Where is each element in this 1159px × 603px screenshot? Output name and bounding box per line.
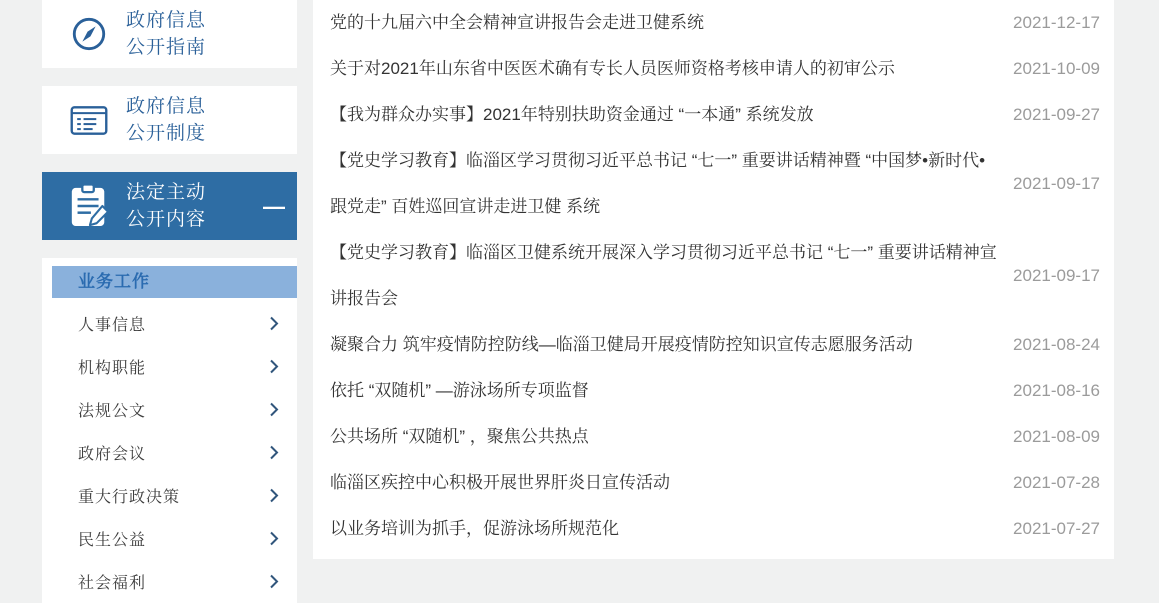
- news-list-item[interactable]: [330, 138, 1100, 230]
- news-title-link[interactable]: 关于对2021年山东省中医医术确有专长人员医师资格考核申请人的初审公示: [330, 59, 895, 78]
- sidebar-item-personnel-info[interactable]: [42, 302, 297, 345]
- news-list-item[interactable]: [330, 230, 1100, 322]
- news-title-link[interactable]: 公共场所 “双随机” ，聚焦公共热点: [330, 427, 589, 446]
- sidebar-item-statutory-disclosure[interactable]: [42, 172, 297, 240]
- news-date: 2021-07-27: [1013, 519, 1100, 538]
- news-list-panel: [313, 0, 1114, 559]
- news-date: 2021-07-28: [1013, 473, 1100, 492]
- news-date: 2021-09-17: [1013, 266, 1100, 285]
- sidebar-item-gov-info-system[interactable]: [42, 86, 297, 154]
- sidebar-item-gov-info-guide[interactable]: [42, 0, 297, 68]
- submenu-item-label: 政府会议: [78, 446, 147, 463]
- news-title-link[interactable]: 党的十九届六中全会精神宣讲报告会走进卫健系统: [330, 13, 704, 32]
- news-list-item[interactable]: [330, 92, 1100, 138]
- news-date: 2021-08-24: [1013, 335, 1100, 354]
- chevron-right-icon: [269, 445, 279, 460]
- news-list-item[interactable]: [330, 46, 1100, 92]
- news-title-link[interactable]: 【党史学习教育】临淄区学习贯彻习近平总书记 “七一” 重要讲话精神暨 “中国梦•新时代•跟党走” 百姓巡回宣讲走进卫健 系统: [330, 151, 986, 216]
- news-date: 2021-09-27: [1013, 105, 1100, 124]
- chevron-right-icon: [269, 359, 279, 374]
- chevron-right-icon: [269, 402, 279, 417]
- news-title-link[interactable]: 临淄区疾控中心积极开展世界肝炎日宣传活动: [330, 473, 670, 492]
- news-list-item[interactable]: [330, 506, 1100, 552]
- news-title-link[interactable]: 凝聚合力 筑牢疫情防控防线—临淄卫健局开展疫情防控知识宣传志愿服务活动: [330, 335, 913, 354]
- news-list-item[interactable]: [330, 460, 1100, 506]
- news-title-link[interactable]: 以业务培训为抓手，促游泳场所规范化: [330, 519, 619, 538]
- compass-icon: [66, 15, 112, 53]
- sidebar-item-social-welfare[interactable]: [42, 560, 297, 603]
- news-date: 2021-12-17: [1013, 13, 1100, 32]
- chevron-right-icon: [269, 316, 279, 331]
- news-date: 2021-10-09: [1013, 59, 1100, 78]
- submenu-list: [42, 302, 297, 603]
- submenu-item-label: 法规公文: [78, 403, 147, 420]
- chevron-right-icon: [269, 531, 279, 546]
- submenu-item-label: 人事信息: [78, 317, 147, 334]
- sidebar-item-major-decisions[interactable]: [42, 474, 297, 517]
- news-date: 2021-08-09: [1013, 427, 1100, 446]
- news-title-link[interactable]: 【党史学习教育】临淄区卫健系统开展深入学习贯彻习近平总书记 “七一” 重要讲话精神宣讲报告会: [330, 243, 997, 308]
- sidebar: [42, 0, 297, 592]
- sidebar-item-regulations[interactable]: [42, 388, 297, 431]
- news-list-item[interactable]: [330, 0, 1100, 46]
- sidebar-item-org-functions[interactable]: [42, 345, 297, 388]
- sidebar-submenu: [42, 258, 297, 592]
- chevron-right-icon: [269, 488, 279, 503]
- news-title-link[interactable]: 依托 “双随机” —游泳场所专项监督: [330, 381, 589, 400]
- news-list-item[interactable]: [330, 322, 1100, 368]
- submenu-item-label: 社会福利: [78, 575, 147, 592]
- submenu-item-label: 重大行政决策: [78, 489, 181, 506]
- news-title-link[interactable]: 【我为群众办实事】2021年特别扶助资金通过 “一本通” 系统发放: [330, 105, 814, 124]
- sidebar-item-gov-meetings[interactable]: [42, 431, 297, 474]
- news-list-item[interactable]: [330, 414, 1100, 460]
- news-date: 2021-09-17: [1013, 174, 1100, 193]
- news-list-item[interactable]: [330, 368, 1100, 414]
- collapse-minus-icon[interactable]: —: [263, 194, 285, 219]
- submenu-item-label: 机构职能: [78, 360, 147, 377]
- submenu-item-label: 民生公益: [78, 532, 147, 549]
- document-list-icon: [66, 103, 112, 137]
- sidebar-item-label: 法定主动 公开内容: [126, 182, 207, 230]
- sidebar-item-label: 政府信息 公开制度: [126, 96, 207, 144]
- clipboard-pencil-icon: [66, 183, 112, 229]
- chevron-right-icon: [269, 574, 279, 589]
- sidebar-item-business-work[interactable]: 业务工作: [52, 266, 297, 298]
- news-date: 2021-08-16: [1013, 381, 1100, 400]
- sidebar-item-label: 政府信息 公开指南: [126, 10, 207, 58]
- sidebar-item-public-welfare[interactable]: [42, 517, 297, 560]
